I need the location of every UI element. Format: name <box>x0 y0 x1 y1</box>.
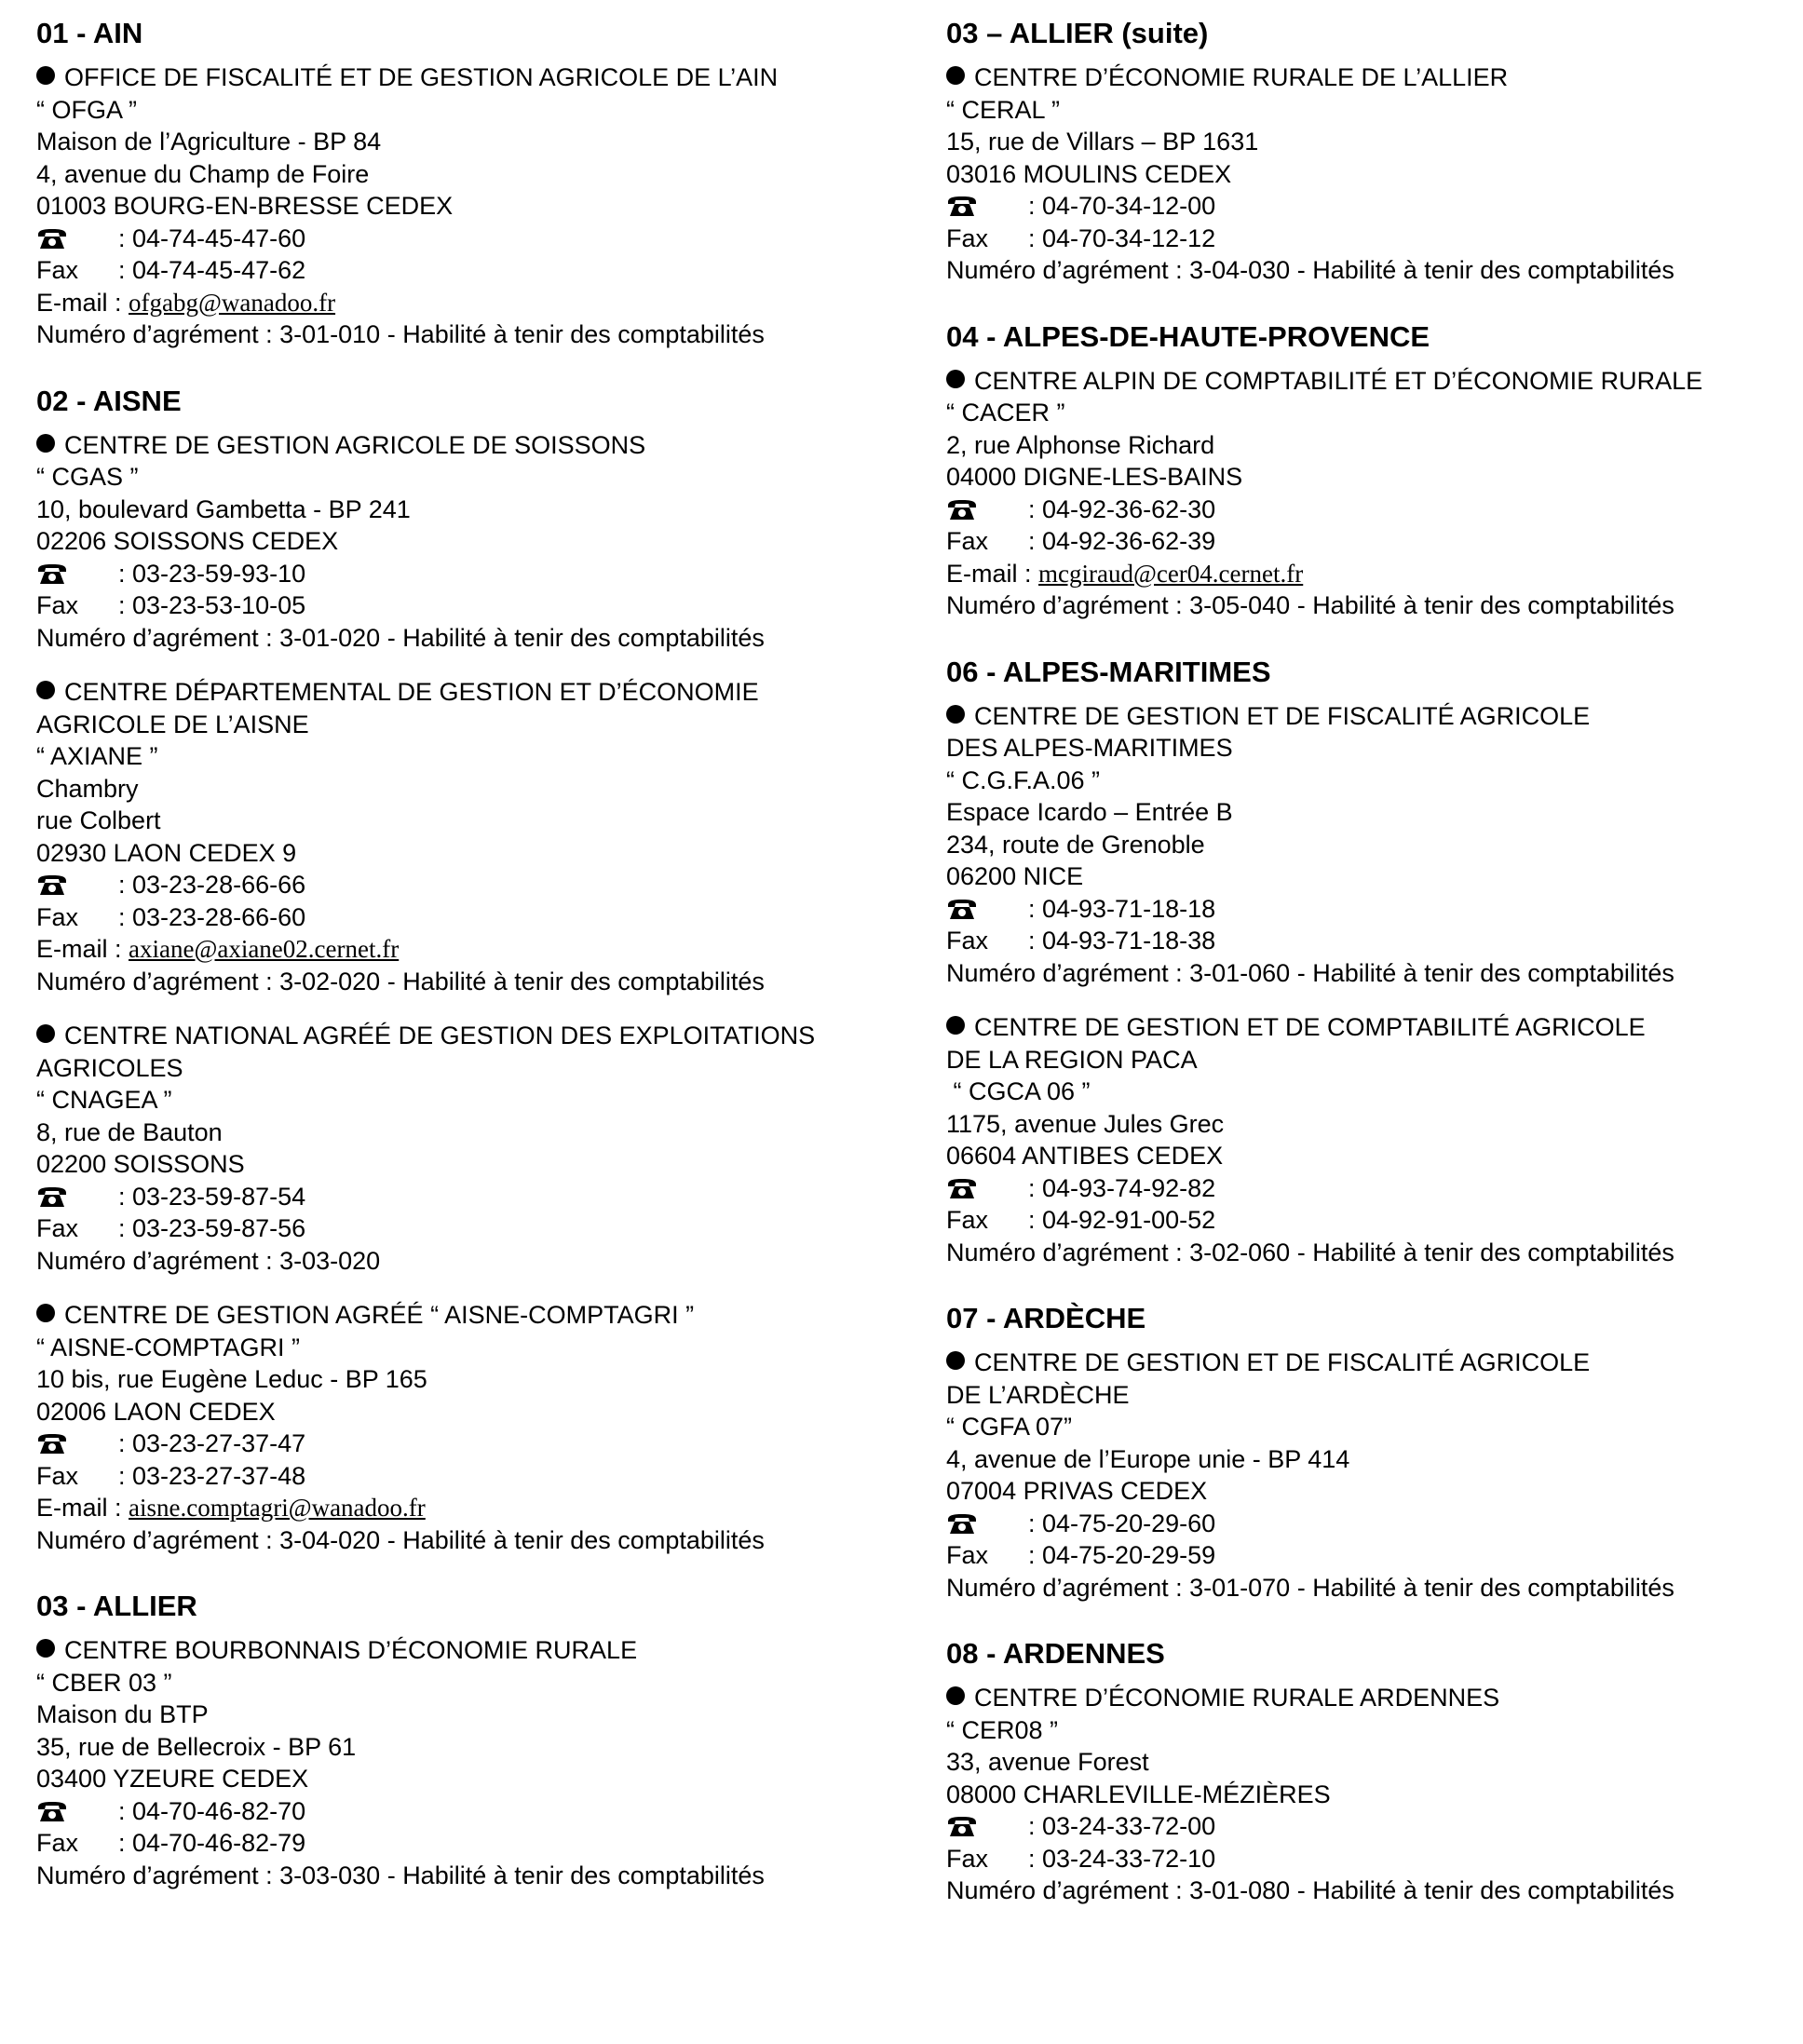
center-acronym: “ OFGA ” <box>36 95 137 124</box>
center-entry <box>36 676 912 997</box>
center-name: CENTRE DE GESTION ET DE COMPTABILITÉ AGRICOLE <box>974 1013 1646 1041</box>
email-label: E-mail : <box>946 559 1039 588</box>
center-entry <box>946 61 1784 287</box>
fax-number: : 03-23-27-37-48 <box>118 1461 306 1490</box>
center-name: AGRICOLE DE L’AISNE <box>36 710 309 738</box>
center-acronym: “ CGAS ” <box>36 463 139 491</box>
center-acronym: “ CNAGEA ” <box>36 1086 172 1114</box>
agrement-number: Numéro d’agrément : 3-03-030 - Habilité à tenir des comptabilités <box>36 1861 765 1889</box>
fax-number: : 04-93-71-18-38 <box>1028 927 1216 954</box>
phone-row <box>36 1181 912 1213</box>
center-name-line <box>946 1347 1784 1379</box>
address-line: Chambry <box>36 774 139 803</box>
center-name-line <box>36 61 912 94</box>
center-entry <box>36 1299 912 1556</box>
fax-row <box>36 589 912 622</box>
center-name: CENTRE D’ÉCONOMIE RURALE DE L’ALLIER <box>974 63 1509 91</box>
address-line: 8, rue de Bauton <box>36 1117 223 1146</box>
agrement-number: Numéro d’agrément : 3-04-020 - Habilité à tenir des comptabilités <box>36 1525 765 1554</box>
center-name: CENTRE D’ÉCONOMIE RURALE ARDENNES <box>974 1684 1500 1712</box>
phone-label <box>946 190 1028 223</box>
bullet-icon <box>946 66 965 85</box>
agrement-number: Numéro d’agrément : 3-01-080 - Habilité à tenir des comptabilités <box>946 1876 1674 1904</box>
address-line: 06200 NICE <box>946 862 1084 890</box>
address-line: rue Colbert <box>36 806 161 834</box>
telephone-icon <box>36 1801 68 1821</box>
phone-label <box>946 893 1028 926</box>
center-acronym: “ C.G.F.A.06 ” <box>946 765 1101 794</box>
phone-label <box>36 869 118 901</box>
fax-number: : 04-75-20-29-59 <box>1028 1541 1216 1569</box>
center-entry <box>946 1682 1784 1907</box>
fax-row <box>946 925 1784 957</box>
center-name-line <box>36 709 912 741</box>
center-name: CENTRE DE GESTION AGRÉÉ “ AISNE-COMPTAGRI ” <box>64 1301 695 1329</box>
fax-label: Fax <box>36 902 79 931</box>
center-acronym: “ CGCA 06 ” <box>946 1077 1091 1105</box>
department-heading: 07 - ARDÈCHE <box>946 1302 1146 1334</box>
fax-row <box>946 1843 1784 1875</box>
address-line: 10 bis, rue Eugène Leduc - BP 165 <box>36 1365 427 1393</box>
center-name: CENTRE DÉPARTEMENTAL DE GESTION ET D’ÉCONOMIE <box>64 678 759 706</box>
center-name: DE L’ARDÈCHE <box>946 1380 1130 1409</box>
fax-row <box>946 223 1784 255</box>
email-label: E-mail : <box>36 935 129 963</box>
center-acronym: “ CACER ” <box>946 399 1065 426</box>
center-name-line <box>946 1682 1784 1714</box>
bullet-icon <box>946 370 965 388</box>
address-line: 02006 LAON CEDEX <box>36 1397 276 1426</box>
fax-row <box>946 525 1784 558</box>
center-name-line <box>946 365 1784 398</box>
phone-row <box>36 869 912 901</box>
phone-number: : 03-24-33-72-00 <box>1028 1812 1216 1840</box>
agrement-number: Numéro d’agrément : 3-03-020 <box>36 1246 381 1275</box>
fax-label: Fax <box>946 1206 989 1234</box>
address-line: 04000 DIGNE-LES-BAINS <box>946 463 1243 491</box>
phone-number: : 04-74-45-47-60 <box>118 223 306 252</box>
phone-label <box>946 1508 1028 1540</box>
center-name: DE LA REGION PACA <box>946 1045 1198 1074</box>
email-row <box>36 287 912 319</box>
center-name: OFFICE DE FISCALITÉ ET DE GESTION AGRICOLE DE L’AIN <box>64 63 779 91</box>
center-name-line <box>36 1020 912 1052</box>
telephone-icon <box>36 1186 68 1207</box>
center-name-line <box>946 700 1784 733</box>
email-row <box>946 558 1784 590</box>
address-line: 08000 CHARLEVILLE-MÉZIÈRES <box>946 1780 1331 1808</box>
phone-number: : 03-23-27-37-47 <box>118 1429 306 1457</box>
telephone-icon <box>946 1513 978 1534</box>
center-name-line <box>36 429 912 462</box>
address-line: 03016 MOULINS CEDEX <box>946 159 1232 188</box>
department-heading: 06 - ALPES-MARITIMES <box>946 655 1271 688</box>
fax-label: Fax <box>36 1461 79 1490</box>
telephone-icon <box>36 1433 68 1454</box>
fax-label: Fax <box>946 223 989 252</box>
center-entry <box>946 1011 1784 1268</box>
department-heading: 01 - AIN <box>36 17 143 49</box>
center-entry <box>946 365 1784 622</box>
phone-number: : 04-93-74-92-82 <box>1028 1173 1216 1202</box>
phone-number: : 04-70-46-82-70 <box>118 1796 306 1825</box>
phone-number: : 04-92-36-62-30 <box>1028 494 1216 523</box>
telephone-icon <box>946 499 978 520</box>
email-row <box>36 1492 912 1524</box>
bullet-icon <box>36 66 55 85</box>
center-name-line <box>36 1052 912 1085</box>
address-line: 33, avenue Forest <box>946 1748 1149 1776</box>
phone-label <box>36 1428 118 1460</box>
phone-number: : 04-93-71-18-18 <box>1028 894 1216 923</box>
fax-number: : 04-70-46-82-79 <box>118 1829 306 1857</box>
fax-row <box>36 254 912 287</box>
fax-label: Fax <box>36 591 79 619</box>
phone-label <box>946 494 1028 526</box>
address-line: 35, rue de Bellecroix - BP 61 <box>36 1732 357 1761</box>
fax-number: : 04-70-34-12-12 <box>1028 223 1216 252</box>
telephone-icon <box>946 899 978 919</box>
address-line: 4, avenue de l’Europe unie - BP 414 <box>946 1444 1350 1473</box>
center-name-line <box>946 1011 1784 1044</box>
center-entry <box>36 429 912 655</box>
center-name-line <box>36 1299 912 1332</box>
center-acronym: “ CBER 03 ” <box>36 1668 172 1697</box>
fax-row <box>36 1827 912 1860</box>
fax-row <box>946 1204 1784 1237</box>
center-name-line <box>946 1379 1784 1412</box>
address-line: 07004 PRIVAS CEDEX <box>946 1477 1208 1505</box>
agrement-number: Numéro d’agrément : 3-01-010 - Habilité à tenir des comptabilités <box>36 320 765 348</box>
center-name: CENTRE ALPIN DE COMPTABILITÉ ET D’ÉCONOMIE RURALE <box>974 366 1703 395</box>
bullet-icon <box>946 1686 965 1705</box>
fax-row <box>946 1539 1784 1572</box>
phone-row <box>946 1172 1784 1205</box>
phone-number: : 03-23-28-66-66 <box>118 871 306 899</box>
center-name-line <box>946 61 1784 94</box>
telephone-icon <box>946 1178 978 1198</box>
address-line: 01003 BOURG-EN-BRESSE CEDEX <box>36 192 454 220</box>
address-line: Maison du BTP <box>36 1700 209 1728</box>
agrement-number: Numéro d’agrément : 3-04-030 - Habilité à tenir des comptabilités <box>946 256 1674 284</box>
center-acronym: “ CERAL ” <box>946 95 1061 124</box>
email-label: E-mail : <box>36 1494 129 1522</box>
phone-row <box>946 893 1784 926</box>
address-line: Espace Icardo – Entrée B <box>946 798 1233 826</box>
fax-label: Fax <box>946 1541 989 1569</box>
phone-number: : 03-23-59-87-54 <box>118 1182 306 1211</box>
email-link[interactable]: mcgiraud@cer04.cernet.fr <box>1038 559 1304 588</box>
bullet-icon <box>36 1024 55 1043</box>
center-entry <box>36 61 912 351</box>
address-line: 02930 LAON CEDEX 9 <box>36 838 297 867</box>
telephone-icon <box>946 196 978 216</box>
center-name: CENTRE DE GESTION ET DE FISCALITÉ AGRICOLE <box>974 1348 1591 1376</box>
phone-label <box>946 1810 1028 1843</box>
address-line: 02206 SOISSONS CEDEX <box>36 527 339 555</box>
address-line: 15, rue de Villars – BP 1631 <box>946 128 1259 156</box>
center-entry <box>36 1020 912 1277</box>
phone-label <box>946 1172 1028 1205</box>
phone-row <box>36 1428 912 1460</box>
fax-number: : 03-24-33-72-10 <box>1028 1844 1216 1873</box>
fax-label: Fax <box>946 927 989 954</box>
telephone-icon <box>36 228 68 249</box>
fax-number: : 04-92-36-62-39 <box>1028 527 1216 555</box>
fax-label: Fax <box>36 1829 79 1857</box>
phone-row <box>946 1508 1784 1540</box>
bullet-icon <box>36 1639 55 1658</box>
address-line: 06604 ANTIBES CEDEX <box>946 1142 1224 1170</box>
address-line: 4, avenue du Champ de Foire <box>36 159 370 188</box>
address-line: 234, route de Grenoble <box>946 830 1205 859</box>
center-name-line <box>946 732 1784 765</box>
agrement-number: Numéro d’agrément : 3-02-020 - Habilité à tenir des comptabilités <box>36 967 765 995</box>
address-line: 1175, avenue Jules Grec <box>946 1109 1225 1138</box>
center-acronym: “ AXIANE ” <box>36 742 158 770</box>
address-line: 02200 SOISSONS <box>36 1150 245 1178</box>
agrement-number: Numéro d’agrément : 3-01-020 - Habilité à tenir des comptabilités <box>36 623 765 652</box>
center-name: CENTRE BOURBONNAIS D’ÉCONOMIE RURALE <box>64 1636 638 1664</box>
right-column <box>946 15 1784 1907</box>
address-line: 2, rue Alphonse Richard <box>946 430 1215 459</box>
bullet-icon <box>946 705 965 724</box>
address-line: Maison de l’Agriculture - BP 84 <box>36 128 382 156</box>
fax-number: : 03-23-28-66-60 <box>118 902 306 931</box>
center-name: CENTRE DE GESTION ET DE FISCALITÉ AGRICOLE <box>974 701 1591 730</box>
agrement-number: Numéro d’agrément : 3-02-060 - Habilité à tenir des comptabilités <box>946 1238 1674 1266</box>
fax-number: : 04-74-45-47-62 <box>118 256 306 284</box>
center-acronym: “ CER08 ” <box>946 1715 1059 1744</box>
fax-number: : 04-92-91-00-52 <box>1028 1206 1216 1234</box>
phone-row <box>36 558 912 590</box>
center-name: DES ALPES-MARITIMES <box>946 734 1233 762</box>
center-acronym: “ AISNE-COMPTAGRI ” <box>36 1333 301 1361</box>
phone-row <box>946 190 1784 223</box>
department-heading: 03 - ALLIER <box>36 1590 197 1622</box>
telephone-icon <box>946 1816 978 1836</box>
center-name-line <box>36 676 912 709</box>
fax-label: Fax <box>36 256 79 284</box>
center-name: CENTRE NATIONAL AGRÉÉ DE GESTION DES EXPLOITATIONS <box>64 1022 816 1049</box>
phone-label <box>36 558 118 590</box>
phone-number: : 03-23-59-93-10 <box>118 559 306 588</box>
fax-label: Fax <box>946 527 989 555</box>
department-heading: 02 - AISNE <box>36 384 182 417</box>
bullet-icon <box>946 1016 965 1035</box>
department-heading: 08 - ARDENNES <box>946 1637 1165 1670</box>
center-entry <box>946 700 1784 990</box>
email-link[interactable]: ofgabg@wanadoo.fr <box>129 288 336 317</box>
left-column <box>36 15 912 1891</box>
department-heading: 03 – ALLIER (suite) <box>946 17 1209 49</box>
bullet-icon <box>946 1351 965 1370</box>
telephone-icon <box>36 563 68 584</box>
fax-row <box>36 901 912 934</box>
center-name-line <box>36 1634 912 1667</box>
phone-row <box>36 223 912 255</box>
phone-row <box>36 1795 912 1828</box>
fax-number: : 03-23-59-87-56 <box>118 1214 306 1242</box>
center-entry <box>36 1634 912 1891</box>
fax-row <box>36 1212 912 1245</box>
agrement-number: Numéro d’agrément : 3-01-060 - Habilité à tenir des comptabilités <box>946 958 1674 987</box>
bullet-icon <box>36 1304 55 1322</box>
address-line: 10, boulevard Gambetta - BP 241 <box>36 494 411 523</box>
address-line: 03400 YZEURE CEDEX <box>36 1765 309 1793</box>
phone-number: : 04-70-34-12-00 <box>1028 192 1216 220</box>
fax-label: Fax <box>36 1214 79 1242</box>
email-link[interactable]: axiane@axiane02.cernet.fr <box>129 935 400 963</box>
center-name: AGRICOLES <box>36 1053 183 1082</box>
center-name-line <box>946 1044 1784 1076</box>
agrement-number: Numéro d’agrément : 3-01-070 - Habilité à tenir des comptabilités <box>946 1573 1674 1602</box>
fax-number: : 03-23-53-10-05 <box>118 591 306 619</box>
bullet-icon <box>36 434 55 453</box>
phone-label <box>36 1181 118 1213</box>
phone-label <box>36 223 118 255</box>
bullet-icon <box>36 681 55 699</box>
center-acronym: “ CGFA 07” <box>946 1413 1073 1441</box>
telephone-icon <box>36 874 68 895</box>
agrement-number: Numéro d’agrément : 3-05-040 - Habilité à tenir des comptabilités <box>946 591 1674 619</box>
phone-label <box>36 1795 118 1828</box>
email-link[interactable]: aisne.comptagri@wanadoo.fr <box>129 1494 426 1522</box>
fax-row <box>36 1460 912 1493</box>
center-name: CENTRE DE GESTION AGRICOLE DE SOISSONS <box>64 430 646 459</box>
department-heading: 04 - ALPES-DE-HAUTE-PROVENCE <box>946 319 1430 353</box>
fax-label: Fax <box>946 1844 989 1873</box>
center-entry <box>946 1347 1784 1604</box>
phone-row <box>946 494 1784 526</box>
email-row <box>36 933 912 966</box>
email-label: E-mail : <box>36 288 129 317</box>
phone-row <box>946 1810 1784 1843</box>
phone-number: : 04-75-20-29-60 <box>1028 1509 1216 1537</box>
